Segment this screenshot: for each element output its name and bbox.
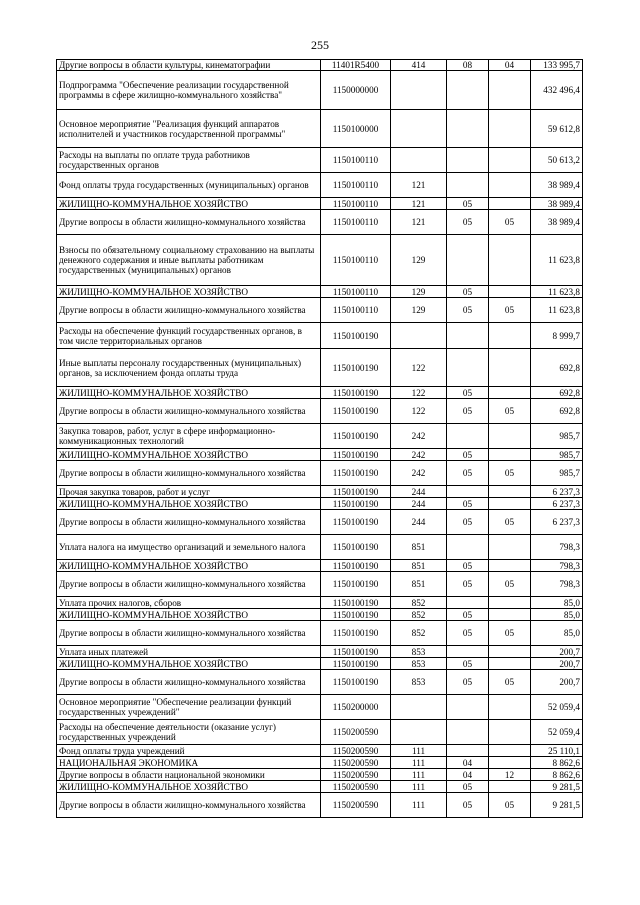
subsection-cell: 05 — [489, 210, 531, 235]
budget-table — [56, 59, 583, 818]
table-row — [57, 560, 583, 572]
table-row — [57, 745, 583, 757]
expense-type-cell: 121 — [391, 198, 447, 210]
table-row — [57, 670, 583, 695]
target-article-cell: 1150100190 — [321, 486, 391, 498]
section-cell: 05 — [447, 399, 489, 424]
expense-name-cell: Прочая закупка товаров, работ и услуг — [57, 486, 321, 498]
page-number: 255 — [311, 38, 329, 52]
table-row — [57, 210, 583, 235]
expense-name-cell: ЖИЛИЩНО-КОММУНАЛЬНОЕ ХОЗЯЙСТВО — [57, 498, 321, 510]
expense-name-cell: ЖИЛИЩНО-КОММУНАЛЬНОЕ ХОЗЯЙСТВО — [57, 198, 321, 210]
section-cell: 04 — [447, 757, 489, 769]
table-row — [57, 572, 583, 597]
expense-type-cell: 111 — [391, 757, 447, 769]
expense-type-cell: 242 — [391, 424, 447, 449]
subsection-cell — [489, 646, 531, 658]
expense-name-cell: Другие вопросы в области жилищно-коммунального хозяйства — [57, 399, 321, 424]
amount-cell: 985,7 — [531, 424, 583, 449]
subsection-cell — [489, 235, 531, 286]
target-article-cell: 1150100110 — [321, 173, 391, 198]
table-row — [57, 198, 583, 210]
amount-cell: 133 995,7 — [531, 60, 583, 71]
expense-type-cell — [391, 695, 447, 720]
amount-cell: 692,8 — [531, 349, 583, 387]
amount-cell: 6 237,3 — [531, 498, 583, 510]
section-cell — [447, 486, 489, 498]
amount-cell: 59 612,8 — [531, 110, 583, 148]
subsection-cell — [489, 535, 531, 560]
amount-cell: 11 623,8 — [531, 235, 583, 286]
expense-type-cell: 111 — [391, 769, 447, 781]
target-article-cell: 1150100190 — [321, 510, 391, 535]
expense-type-cell: 242 — [391, 461, 447, 486]
expense-name-cell: Расходы на обеспечение функций государственных органов, в том числе территориальных органов — [57, 323, 321, 349]
expense-name-cell: Расходы на выплаты по оплате труда работников государственных органов — [57, 148, 321, 173]
section-cell: 05 — [447, 560, 489, 572]
section-cell — [447, 695, 489, 720]
target-article-cell: 1150100190 — [321, 323, 391, 349]
amount-cell: 200,7 — [531, 670, 583, 695]
target-article-cell: 1150200590 — [321, 757, 391, 769]
amount-cell: 200,7 — [531, 658, 583, 670]
amount-cell: 9 281,5 — [531, 793, 583, 818]
expense-type-cell — [391, 110, 447, 148]
target-article-cell: 1150100190 — [321, 658, 391, 670]
expense-name-cell: ЖИЛИЩНО-КОММУНАЛЬНОЕ ХОЗЯЙСТВО — [57, 781, 321, 793]
target-article-cell: 1150200590 — [321, 745, 391, 757]
target-article-cell: 1150100110 — [321, 298, 391, 323]
table-row — [57, 235, 583, 286]
expense-name-cell: Другие вопросы в области жилищно-коммунального хозяйства — [57, 461, 321, 486]
expense-name-cell: ЖИЛИЩНО-КОММУНАЛЬНОЕ ХОЗЯЙСТВО — [57, 449, 321, 461]
amount-cell: 11 623,8 — [531, 298, 583, 323]
expense-type-cell: 111 — [391, 745, 447, 757]
target-article-cell: 1150100110 — [321, 286, 391, 298]
section-cell: 05 — [447, 510, 489, 535]
section-cell: 05 — [447, 387, 489, 399]
subsection-cell — [489, 71, 531, 110]
section-cell: 05 — [447, 781, 489, 793]
amount-cell: 85,0 — [531, 597, 583, 609]
target-article-cell: 1150100190 — [321, 424, 391, 449]
section-cell — [447, 720, 489, 745]
expense-name-cell: НАЦИОНАЛЬНАЯ ЭКОНОМИКА — [57, 757, 321, 769]
subsection-cell — [489, 609, 531, 621]
subsection-cell: 05 — [489, 399, 531, 424]
subsection-cell: 05 — [489, 510, 531, 535]
expense-type-cell — [391, 71, 447, 110]
table-row — [57, 461, 583, 486]
target-article-cell: 1150100190 — [321, 498, 391, 510]
expense-name-cell: Уплата иных платежей — [57, 646, 321, 658]
expense-type-cell: 121 — [391, 173, 447, 198]
expense-name-cell: Фонд оплаты труда учреждений — [57, 745, 321, 757]
target-article-cell: 1150100190 — [321, 387, 391, 399]
subsection-cell — [489, 323, 531, 349]
target-article-cell: 1150100110 — [321, 198, 391, 210]
amount-cell: 38 989,4 — [531, 210, 583, 235]
subsection-cell — [489, 720, 531, 745]
table-row — [57, 486, 583, 498]
table-row — [57, 323, 583, 349]
target-article-cell: 1150100000 — [321, 110, 391, 148]
expense-type-cell: 129 — [391, 286, 447, 298]
target-article-cell: 1150100190 — [321, 449, 391, 461]
section-cell — [447, 148, 489, 173]
expense-type-cell: 851 — [391, 572, 447, 597]
table-row — [57, 535, 583, 560]
section-cell: 05 — [447, 670, 489, 695]
expense-name-cell: Другие вопросы в области жилищно-коммунального хозяйства — [57, 572, 321, 597]
table-row — [57, 695, 583, 720]
amount-cell: 9 281,5 — [531, 781, 583, 793]
section-cell: 05 — [447, 572, 489, 597]
subsection-cell — [489, 198, 531, 210]
amount-cell: 798,3 — [531, 535, 583, 560]
section-cell: 05 — [447, 658, 489, 670]
section-cell: 05 — [447, 609, 489, 621]
expense-name-cell: Подпрограмма "Обеспечение реализации государственной программы в сфере жилищно-коммунального хозяйства" — [57, 71, 321, 110]
target-article-cell: 1150100190 — [321, 461, 391, 486]
target-article-cell: 1150200590 — [321, 720, 391, 745]
target-article-cell: 1150100110 — [321, 210, 391, 235]
table-row — [57, 173, 583, 198]
expense-name-cell: ЖИЛИЩНО-КОММУНАЛЬНОЕ ХОЗЯЙСТВО — [57, 286, 321, 298]
amount-cell: 85,0 — [531, 609, 583, 621]
section-cell: 08 — [447, 60, 489, 71]
expense-type-cell — [391, 323, 447, 349]
table-row — [57, 286, 583, 298]
target-article-cell: 1150100190 — [321, 646, 391, 658]
expense-type-cell: 242 — [391, 449, 447, 461]
budget-table-body — [57, 60, 583, 818]
amount-cell: 692,8 — [531, 387, 583, 399]
subsection-cell — [489, 757, 531, 769]
table-row — [57, 71, 583, 110]
expense-type-cell: 129 — [391, 235, 447, 286]
target-article-cell: 1150100190 — [321, 349, 391, 387]
section-cell: 05 — [447, 621, 489, 646]
expense-name-cell: Закупка товаров, работ, услуг в сфере информационно-коммуникационных технологий — [57, 424, 321, 449]
amount-cell: 798,3 — [531, 572, 583, 597]
expense-type-cell: 851 — [391, 560, 447, 572]
expense-type-cell — [391, 148, 447, 173]
table-row — [57, 148, 583, 173]
expense-name-cell: ЖИЛИЩНО-КОММУНАЛЬНОЕ ХОЗЯЙСТВО — [57, 609, 321, 621]
section-cell — [447, 745, 489, 757]
amount-cell: 798,3 — [531, 560, 583, 572]
amount-cell: 692,8 — [531, 399, 583, 424]
target-article-cell: 1150100190 — [321, 572, 391, 597]
expense-name-cell: Другие вопросы в области национальной экономики — [57, 769, 321, 781]
expense-type-cell: 244 — [391, 498, 447, 510]
expense-type-cell: 122 — [391, 349, 447, 387]
amount-cell: 985,7 — [531, 449, 583, 461]
expense-name-cell: Основное мероприятие "Обеспечение реализации функций государственных учреждений" — [57, 695, 321, 720]
target-article-cell: 1150000000 — [321, 71, 391, 110]
table-row — [57, 597, 583, 609]
expense-type-cell: 129 — [391, 298, 447, 323]
target-article-cell: 1150100190 — [321, 535, 391, 560]
section-cell — [447, 71, 489, 110]
amount-cell: 11 623,8 — [531, 286, 583, 298]
expense-name-cell: Другие вопросы в области жилищно-коммунального хозяйства — [57, 298, 321, 323]
amount-cell: 6 237,3 — [531, 510, 583, 535]
expense-type-cell: 122 — [391, 399, 447, 424]
target-article-cell: 1150100110 — [321, 235, 391, 286]
subsection-cell — [489, 110, 531, 148]
subsection-cell — [489, 424, 531, 449]
expense-type-cell: 111 — [391, 781, 447, 793]
expense-type-cell: 111 — [391, 793, 447, 818]
amount-cell: 8 999,7 — [531, 323, 583, 349]
expense-name-cell: Фонд оплаты труда государственных (муниципальных) органов — [57, 173, 321, 198]
table-row — [57, 757, 583, 769]
table-row — [57, 793, 583, 818]
expense-type-cell: 852 — [391, 621, 447, 646]
amount-cell: 85,0 — [531, 621, 583, 646]
subsection-cell: 05 — [489, 621, 531, 646]
subsection-cell — [489, 695, 531, 720]
section-cell — [447, 424, 489, 449]
subsection-cell — [489, 173, 531, 198]
section-cell: 05 — [447, 286, 489, 298]
subsection-cell: 04 — [489, 60, 531, 71]
subsection-cell — [489, 498, 531, 510]
target-article-cell: 1150100190 — [321, 621, 391, 646]
section-cell — [447, 597, 489, 609]
expense-type-cell: 853 — [391, 670, 447, 695]
section-cell: 05 — [447, 449, 489, 461]
subsection-cell — [489, 286, 531, 298]
amount-cell: 8 862,6 — [531, 757, 583, 769]
subsection-cell — [489, 486, 531, 498]
target-article-cell: 11401R5400 — [321, 60, 391, 71]
amount-cell: 50 613,2 — [531, 148, 583, 173]
section-cell — [447, 535, 489, 560]
section-cell — [447, 646, 489, 658]
expense-name-cell: Взносы по обязательному социальному страхованию на выплаты денежного содержания и иные выплаты работникам государственных (муниципальных) органов — [57, 235, 321, 286]
target-article-cell: 1150200590 — [321, 793, 391, 818]
expense-name-cell: Расходы на обеспечение деятельности (оказание услуг) государственных учреждений — [57, 720, 321, 745]
subsection-cell — [489, 745, 531, 757]
amount-cell: 985,7 — [531, 461, 583, 486]
expense-name-cell: Уплата налога на имущество организаций и земельного налога — [57, 535, 321, 560]
subsection-cell — [489, 560, 531, 572]
expense-name-cell: Другие вопросы в области жилищно-коммунального хозяйства — [57, 210, 321, 235]
table-row — [57, 769, 583, 781]
subsection-cell: 05 — [489, 572, 531, 597]
table-row — [57, 720, 583, 745]
subsection-cell — [489, 449, 531, 461]
table-row — [57, 399, 583, 424]
expense-type-cell: 852 — [391, 597, 447, 609]
amount-cell: 25 110,1 — [531, 745, 583, 757]
amount-cell: 8 862,6 — [531, 769, 583, 781]
expense-type-cell: 244 — [391, 486, 447, 498]
target-article-cell: 1150100190 — [321, 609, 391, 621]
section-cell: 05 — [447, 298, 489, 323]
expense-name-cell: Уплата прочих налогов, сборов — [57, 597, 321, 609]
subsection-cell — [489, 387, 531, 399]
section-cell: 05 — [447, 198, 489, 210]
expense-name-cell: Иные выплаты персоналу государственных (муниципальных) органов, за исключением фонда оплаты труда — [57, 349, 321, 387]
expense-type-cell — [391, 720, 447, 745]
expense-type-cell: 853 — [391, 658, 447, 670]
amount-cell: 52 059,4 — [531, 695, 583, 720]
target-article-cell: 1150100190 — [321, 670, 391, 695]
subsection-cell: 05 — [489, 793, 531, 818]
expense-name-cell: ЖИЛИЩНО-КОММУНАЛЬНОЕ ХОЗЯЙСТВО — [57, 658, 321, 670]
expense-name-cell: ЖИЛИЩНО-КОММУНАЛЬНОЕ ХОЗЯЙСТВО — [57, 560, 321, 572]
subsection-cell — [489, 148, 531, 173]
expense-type-cell: 851 — [391, 535, 447, 560]
expense-type-cell: 244 — [391, 510, 447, 535]
section-cell — [447, 323, 489, 349]
subsection-cell — [489, 349, 531, 387]
table-row — [57, 298, 583, 323]
amount-cell: 200,7 — [531, 646, 583, 658]
subsection-cell: 05 — [489, 461, 531, 486]
amount-cell: 6 237,3 — [531, 486, 583, 498]
expense-name-cell: Другие вопросы в области жилищно-коммунального хозяйства — [57, 670, 321, 695]
table-row — [57, 498, 583, 510]
target-article-cell: 1150100110 — [321, 148, 391, 173]
section-cell: 05 — [447, 210, 489, 235]
amount-cell: 38 989,4 — [531, 173, 583, 198]
table-row — [57, 781, 583, 793]
target-article-cell: 1150100190 — [321, 597, 391, 609]
section-cell — [447, 235, 489, 286]
subsection-cell: 12 — [489, 769, 531, 781]
target-article-cell: 1150100190 — [321, 560, 391, 572]
table-row — [57, 658, 583, 670]
section-cell: 05 — [447, 461, 489, 486]
subsection-cell — [489, 781, 531, 793]
amount-cell: 432 496,4 — [531, 71, 583, 110]
subsection-cell: 05 — [489, 670, 531, 695]
subsection-cell — [489, 597, 531, 609]
table-row — [57, 510, 583, 535]
table-row — [57, 110, 583, 148]
subsection-cell: 05 — [489, 298, 531, 323]
section-cell: 05 — [447, 793, 489, 818]
expense-type-cell: 414 — [391, 60, 447, 71]
expense-name-cell: Другие вопросы в области жилищно-коммунального хозяйства — [57, 510, 321, 535]
table-row — [57, 387, 583, 399]
expense-name-cell: ЖИЛИЩНО-КОММУНАЛЬНОЕ ХОЗЯЙСТВО — [57, 387, 321, 399]
expense-name-cell: Другие вопросы в области жилищно-коммунального хозяйства — [57, 621, 321, 646]
table-row — [57, 60, 583, 71]
table-row — [57, 424, 583, 449]
table-row — [57, 349, 583, 387]
expense-name-cell: Другие вопросы в области жилищно-коммунального хозяйства — [57, 793, 321, 818]
amount-cell: 38 989,4 — [531, 198, 583, 210]
target-article-cell: 1150200590 — [321, 781, 391, 793]
section-cell — [447, 110, 489, 148]
table-row — [57, 646, 583, 658]
expense-type-cell: 853 — [391, 646, 447, 658]
target-article-cell: 1150200000 — [321, 695, 391, 720]
expense-name-cell: Другие вопросы в области культуры, кинематографии — [57, 60, 321, 71]
target-article-cell: 1150100190 — [321, 399, 391, 424]
table-row — [57, 449, 583, 461]
expense-type-cell: 122 — [391, 387, 447, 399]
amount-cell: 52 059,4 — [531, 720, 583, 745]
table-row — [57, 621, 583, 646]
section-cell: 04 — [447, 769, 489, 781]
subsection-cell — [489, 658, 531, 670]
expense-name-cell: Основное мероприятие "Реализация функций аппаратов исполнителей и участников государственной программы" — [57, 110, 321, 148]
section-cell: 05 — [447, 498, 489, 510]
expense-type-cell: 852 — [391, 609, 447, 621]
section-cell — [447, 173, 489, 198]
table-row — [57, 609, 583, 621]
section-cell — [447, 349, 489, 387]
expense-type-cell: 121 — [391, 210, 447, 235]
target-article-cell: 1150200590 — [321, 769, 391, 781]
